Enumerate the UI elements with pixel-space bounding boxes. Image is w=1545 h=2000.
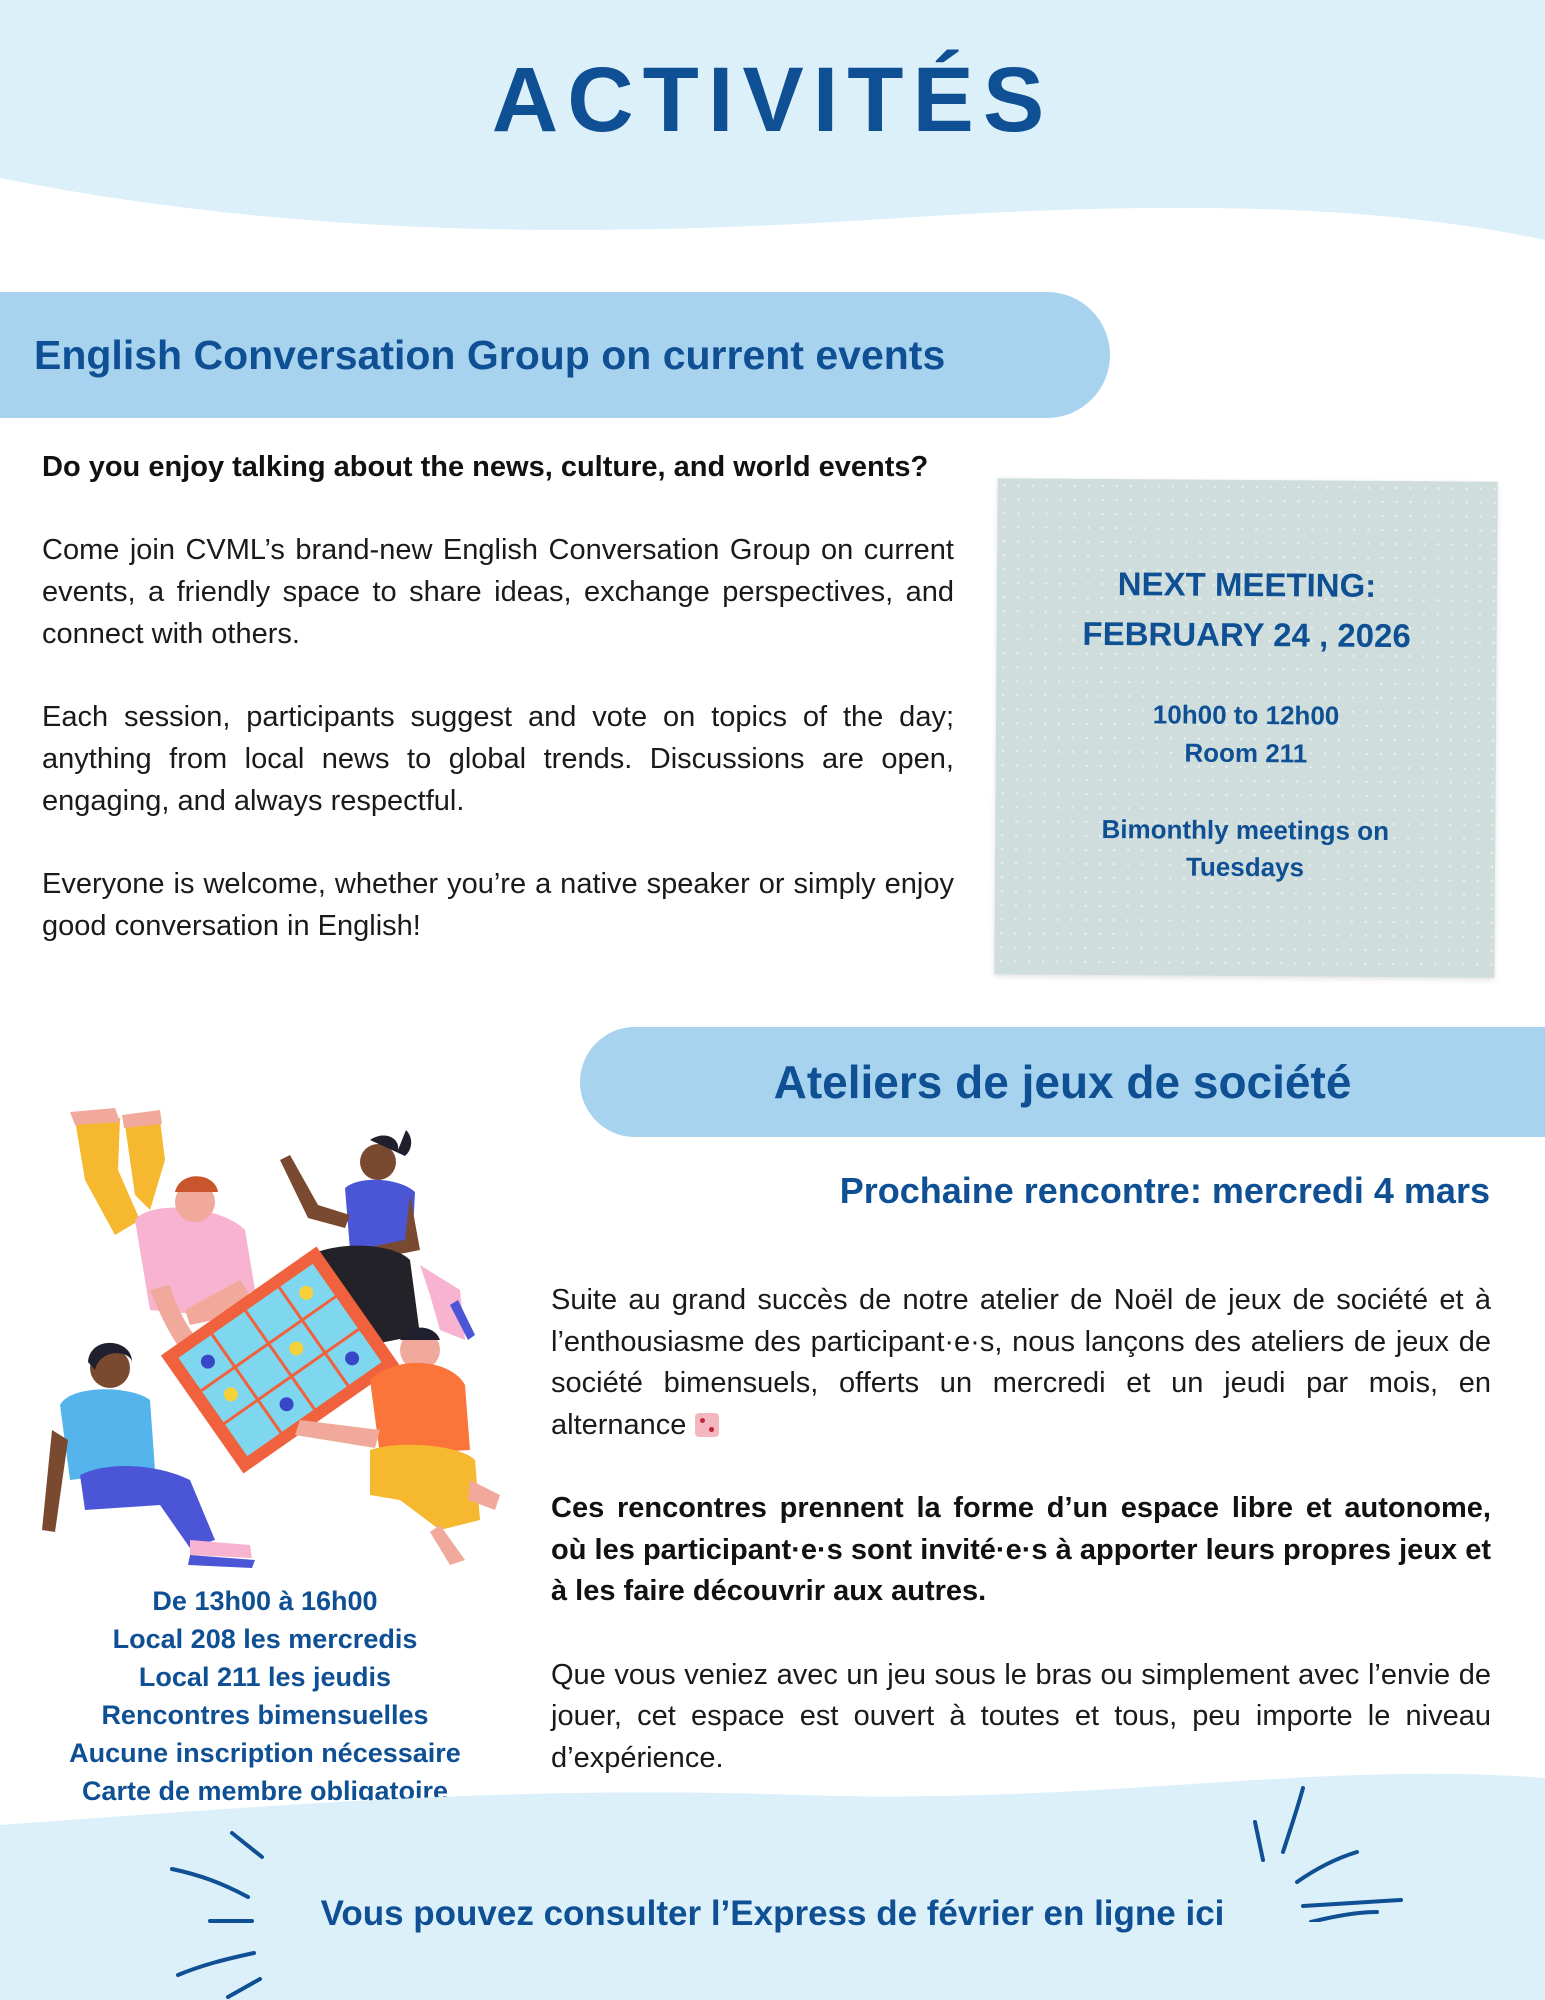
schedule-line: Local 211 les jeudis (138, 1662, 392, 1692)
english-group-heading-banner (0, 292, 1110, 418)
meeting-frequency-line-2: Tuesdays (1185, 851, 1305, 883)
meeting-frequency-line-1: Bimonthly meetings on (1101, 813, 1390, 847)
board-games-paragraph-2: Ces rencontres prennent la forme d’un espace libre et autonome, où les participant·e·s sont invité·e·s à apporter leurs propres jeux et à les faire découvrir aux autres. (551, 1492, 1491, 1607)
english-group-heading: English Conversation Group on current events (34, 331, 946, 378)
dice-icon (695, 1413, 719, 1437)
meeting-time: 10h00 to 12h00 (1152, 699, 1340, 731)
english-group-paragraph-2: Each session, participants suggest and vote on topics of the day; anything from local news to global trends. Discussions are open, engaging, and always respectful. (42, 701, 954, 817)
board-games-paragraph-1-wrap (551, 1280, 1491, 1446)
schedule-line: Local 208 les mercredis (112, 1624, 418, 1654)
next-meeting-card (994, 478, 1497, 977)
page-title: ACTIVITÉS (491, 49, 1054, 151)
board-games-heading: Ateliers de jeux de société (773, 1056, 1352, 1108)
next-meeting-date: FEBRUARY 24 , 2026 (1082, 614, 1411, 655)
english-group-paragraph-1: Come join CVML’s brand-new English Conversation Group on current events, a friendly space to share ideas, exchange perspectives, and connect with others. (42, 534, 954, 650)
board-games-description (551, 1280, 1491, 1821)
schedule-line: Rencontres bimensuelles (101, 1700, 429, 1730)
board-games-paragraph-3: Que vous veniez avec un jeu sous le bras ou simplement avec l’envie de jouer, cet espace est ouvert à toutes et tous, peu importe le niveau d’expérience. (551, 1658, 1491, 1774)
next-meeting-label: NEXT MEETING: (1117, 565, 1377, 604)
english-group-description (42, 446, 954, 988)
english-group-lead: Do you enjoy talking about the news, culture, and world events? (42, 451, 929, 483)
schedule-line: Carte de membre obligatoire (81, 1776, 449, 1806)
board-games-heading-banner (580, 1027, 1545, 1137)
english-group-paragraph-3: Everyone is welcome, whether you’re a native speaker or simply enjoy good conversation in English! (42, 868, 954, 942)
board-games-paragraph-1: Suite au grand succès de notre atelier de Noël de jeux de société et à l’enthousiasme des participant·e·s, nous lançons des ateliers de jeux de société bimensuels, offerts un mercredi et un jeudi par mois, en alternance (551, 1284, 1491, 1441)
meeting-room: Room 211 (1184, 737, 1308, 769)
schedule-line: Aucune inscription nécessaire (69, 1738, 461, 1768)
schedule-line: De 13h00 à 16h00 (152, 1586, 378, 1616)
board-games-next-meeting: Prochaine rencontre: mercredi 4 mars (839, 1170, 1490, 1211)
express-february-link[interactable]: Vous pouvez consulter l’Express de février en ligne ici (320, 1894, 1225, 1933)
board-game-players-illustration (40, 1100, 510, 1570)
